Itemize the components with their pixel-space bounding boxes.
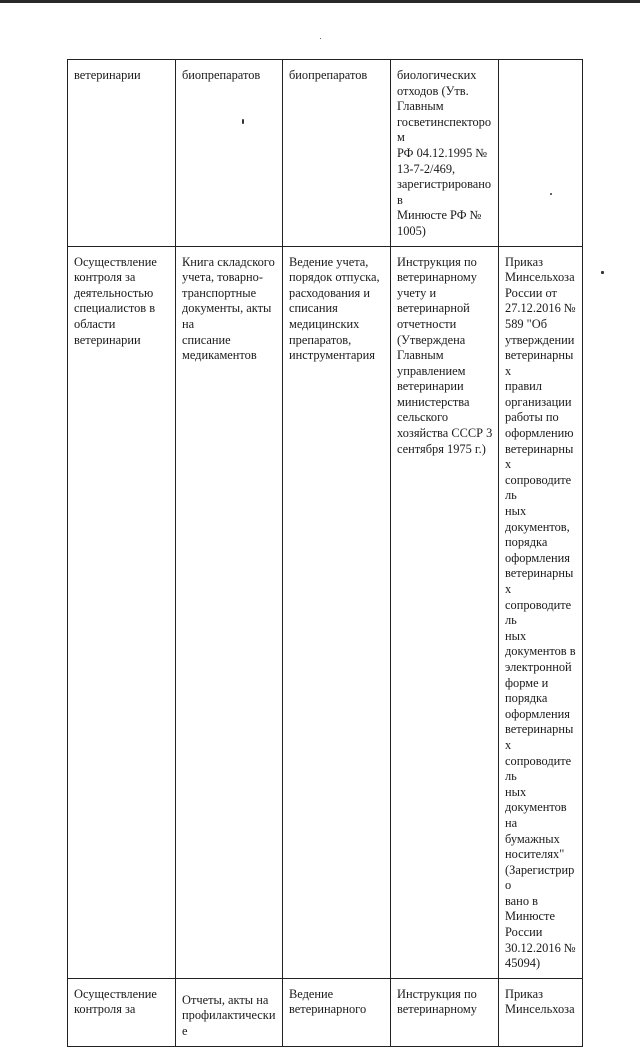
cell-text: биологических отходов (Утв. Главным госветинспектором РФ 04.12.1995 № 13-7-2/469, зарегистрировано в Минюсте РФ № 1005)	[397, 68, 492, 238]
scan-speck	[242, 119, 244, 124]
cell-text: Отчеты, акты на профилактические	[182, 992, 276, 1039]
table-cell	[68, 246, 176, 978]
cell-text: Инструкция по ветеринарному учету и ветеринарной отчетности (Утверждена Главным управлением ветеринарии министерства сельского хозяйства СССР 3 сентября 1975 г.)	[397, 254, 493, 456]
table-cell	[499, 246, 583, 978]
table-cell	[283, 978, 391, 1046]
table-cell	[283, 60, 391, 247]
cell-text: Осуществление контроля за деятельностью специалистов в области ветеринарии	[74, 254, 157, 347]
cell-text: биопрепаратов	[289, 68, 368, 82]
scan-edge	[0, 0, 640, 3]
cell-text: Книга складского учета, товарно- транспортные документы, акты на списание медикаментов	[182, 254, 275, 363]
table-cell	[68, 60, 176, 247]
cell-text: Ведение учета, порядок отпуска, расходования и списания медицинских препаратов, инструментария	[289, 254, 380, 363]
table-cell	[176, 60, 283, 247]
document-table	[67, 59, 583, 1047]
cell-text: ветеринарии	[74, 68, 141, 82]
cell-text: Инструкция по ветеринарному	[397, 986, 477, 1017]
scan-speck	[550, 193, 552, 195]
table-cell	[391, 246, 499, 978]
table-row	[68, 246, 583, 978]
scan-speck	[320, 38, 321, 39]
table-cell	[68, 978, 176, 1046]
table-cell	[499, 60, 583, 247]
table-row	[68, 60, 583, 247]
table-cell	[391, 978, 499, 1046]
table-cell	[499, 978, 583, 1046]
scan-speck	[601, 271, 604, 274]
table-cell	[176, 978, 283, 1046]
table-cell	[391, 60, 499, 247]
table-row	[68, 978, 583, 1046]
cell-text: Ведение ветеринарного	[289, 986, 367, 1017]
cell-text: Приказ Минсельхоза	[505, 986, 575, 1017]
cell-text: Приказ Минсельхоза России от 27.12.2016 № 589 "Об утверждении ветеринарных правил организации работы по оформлению ветеринарных сопроводитель ных документов, порядка оформления ветеринарных сопроводитель ных документов в электронной форме и порядка оформления ветеринарных сопроводитель ных документов на бумажных носителях" (Зарегистриро вано в Минюсте России 30.12.2016 № 45094)	[505, 254, 576, 971]
table-cell	[283, 246, 391, 978]
cell-text: Осуществление контроля за	[74, 986, 157, 1017]
cell-text: биопрепаратов	[182, 68, 261, 82]
table-cell	[176, 246, 283, 978]
